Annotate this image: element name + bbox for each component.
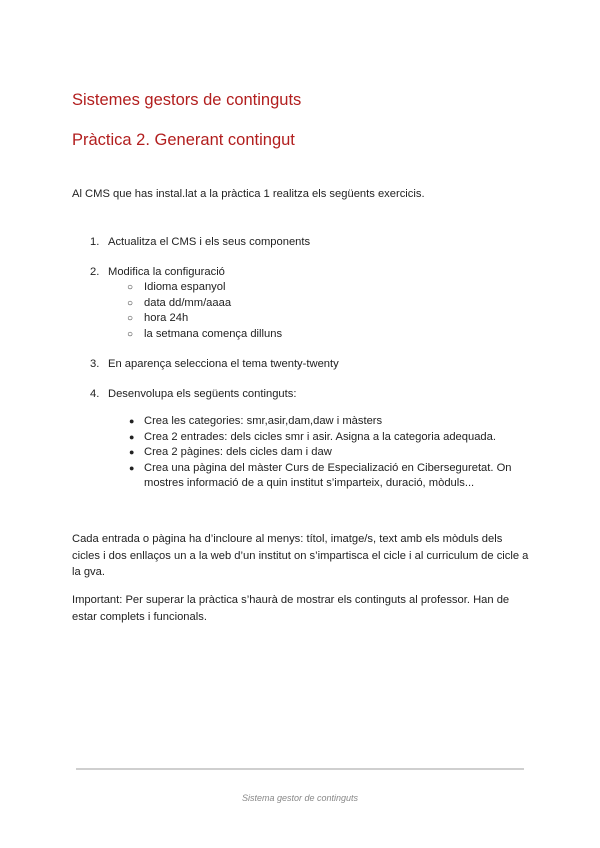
item-number: 2. <box>90 266 100 278</box>
important-note: Important: Per superar la pràctica s’haurà de mostrar els continguts al professor. Han de estar complets i funcionals. <box>72 594 510 623</box>
item-text: En aparença selecciona el tema twenty-twenty <box>108 358 339 370</box>
circle-bullet-icon: ○ <box>127 313 134 324</box>
bullet-item: ● Crea 2 entrades: dels cicles smr i asir. Asigna a la categoria adequada. <box>72 430 532 446</box>
list-item <box>72 386 532 402</box>
bullet-item: ● Crea les categories: smr,asir,dam,daw i màsters <box>72 414 532 430</box>
item-number: 3. <box>90 358 100 370</box>
bullet-dot-icon: ● <box>129 416 135 426</box>
bullet-dot-icon: ● <box>129 462 135 473</box>
bullet-dot-icon: ● <box>129 431 135 442</box>
circle-bullet-icon: ○ <box>127 297 134 309</box>
list-item <box>72 234 532 250</box>
practice-subtitle: Pràctica 2. Generant contingut <box>72 131 295 149</box>
item-text: Modifica la configuració <box>108 266 225 278</box>
config-sublist <box>72 280 532 342</box>
sublist-item: ○ Idioma espanyol <box>72 280 532 296</box>
item-text: Desenvolupa els següents continguts: <box>108 388 297 400</box>
list-item <box>72 356 532 372</box>
item-number: 4. <box>90 388 100 400</box>
page-footer: Sistema gestor de continguts <box>241 793 359 803</box>
document-title: Sistemes gestors de continguts <box>72 91 302 109</box>
sublist-item: ○ la setmana comença dilluns <box>72 327 532 343</box>
sublist-item: ○ hora 24h <box>72 311 532 327</box>
bullet-dot-icon: ● <box>129 447 135 457</box>
requirements-paragraph: Cada entrada o pàgina ha d’incloure al menys: títol, imatge/s, text amb els mòduls dels cicles i dos enllaços un a la web d’un institut on s’impartisca el cicle i al curriculum de cicle a la gva. <box>72 533 529 579</box>
sublist-item: ○ data dd/mm/aaaa <box>72 296 532 312</box>
circle-bullet-icon: ○ <box>127 282 134 293</box>
intro-text: Al CMS que has instal.lat a la pràctica 1 realitza els següents exercicis. <box>72 188 425 200</box>
item-text: Actualitza el CMS i els seus components <box>108 236 311 248</box>
item-number: 1. <box>90 236 100 248</box>
content-bullet-list <box>72 414 532 492</box>
list-item <box>72 264 532 280</box>
exercise-list <box>72 234 532 492</box>
circle-bullet-icon: ○ <box>127 328 134 340</box>
bullet-item: ● Crea una pàgina del màster Curs de Especializació en Ciberseguretat. On mostres informació de a quin institut s’imparteix, duració, mòduls... <box>129 461 512 489</box>
bullet-item: ● Crea 2 pàgines: dels cicles dam i daw <box>72 445 532 461</box>
footer-divider <box>76 768 524 770</box>
